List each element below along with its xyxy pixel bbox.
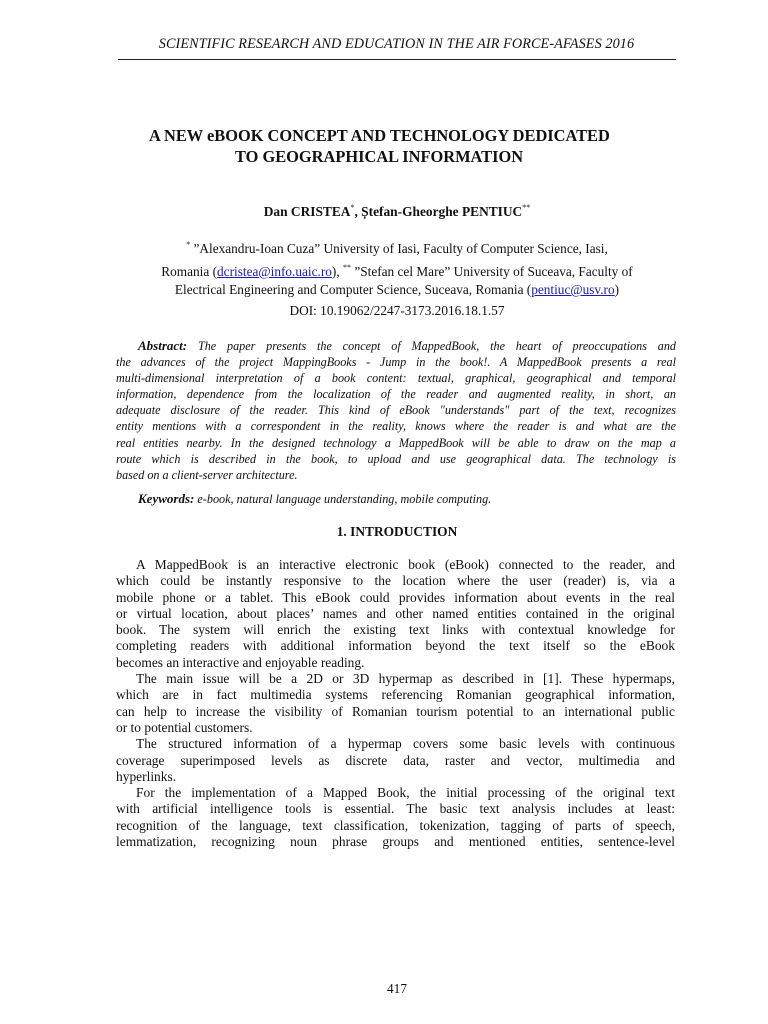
body-line: which could be instantly responsive to the location where the user (reader) is, via a	[116, 573, 675, 589]
email-link[interactable]: pentiuc@usv.ro	[531, 282, 615, 297]
abstract-line: the advances of the project MappingBooks - Jump in the book!. A MappedBook presents a real	[116, 355, 676, 370]
body-line: mobile phone or a tablet. This eBook could provides information about events in the real	[116, 589, 675, 605]
title-line-1: A NEW eBOOK CONCEPT AND TECHNOLOGY DEDICATED	[149, 126, 610, 145]
body-line: recognition of the language, text classification, tokenization, tagging of parts of speech,	[116, 817, 675, 833]
affiliation-mark: *	[350, 203, 355, 212]
email-link[interactable]: dcristea@info.uaic.ro	[217, 263, 332, 279]
author-name: Ștefan-Gheorghe PENTIUC	[361, 204, 523, 219]
body-line: coverage superimposed levels as discrete data, raster and vector, multimedia and	[116, 752, 675, 768]
body-line: or virtual location, about places’ names and other named entities contained in the original	[116, 605, 675, 621]
keywords	[138, 491, 491, 507]
abstract-line: multi-dimensional interpretation of a book content: textual, graphical, geographical and temporal	[116, 371, 676, 386]
body-line: becomes an interactive and enjoyable reading.	[116, 654, 365, 670]
body-line: The main issue will be a 2D or 3D hypermap as described in [1]. These hypermaps,	[136, 671, 675, 687]
body-text	[116, 557, 675, 850]
abstract-line: adequate disclosure of the reader. This kind of eBook "understands" part of the text, recognizes	[116, 403, 676, 418]
affiliation-line: * ”Alexandru-Ioan Cuza” University of Iasi, Faculty of Computer Science, Iasi,	[186, 240, 608, 256]
body-line: hyperlinks.	[116, 768, 177, 784]
keywords-label: Keywords:	[138, 491, 195, 506]
body-line: For the implementation of a Mapped Book, the initial processing of the original text	[136, 785, 675, 801]
body-line: which are in fact multimedia systems referencing Romanian geographical information,	[116, 687, 675, 703]
doi: DOI: 10.19062/2247-3173.2016.18.1.57	[289, 303, 505, 318]
abstract-line: real entities nearby. In the designed technology a MappedBook will be able to draw on the map a	[116, 435, 676, 450]
body-line: can help to increase the visibility of Romanian tourism potential to an international public	[116, 703, 675, 719]
abstract	[116, 338, 676, 483]
affiliations	[118, 236, 676, 300]
body-line: lemmatization, recognizing noun phrase groups and mentioned entities, sentence-level	[116, 834, 675, 850]
affiliation-mark: **	[343, 262, 351, 272]
abstract-line: route which is described in the book, to upload and use geographical data. The technology is	[116, 451, 676, 466]
abstract-label: Abstract:	[138, 338, 188, 353]
title-line-2: TO GEOGRAPHICAL INFORMATION	[235, 147, 524, 166]
body-line: book. The system will enrich the existing text links with contextual knowledge for	[116, 622, 675, 638]
section-heading: 1. INTRODUCTION	[336, 524, 458, 539]
abstract-line: Abstract: The paper presents the concept of MappedBook, the heart of preoccupations and	[138, 338, 676, 353]
affiliation-mark: **	[522, 203, 531, 212]
body-line: completing readers with additional information beyond the text itself so the eBook	[116, 638, 675, 654]
abstract-line: entity mentions with a correspondent in the reality, knows where the reader is and what are the	[116, 419, 676, 434]
author-name: Dan CRISTEA	[263, 204, 351, 219]
body-line: with artificial intelligence tools is essential. The basic text analysis includes at least:	[116, 801, 675, 817]
affiliation-line: Electrical Engineering and Computer Science, Suceava, Romania (pentiuc@usv.ro)	[174, 282, 620, 297]
header-divider	[118, 59, 676, 60]
author-list	[118, 203, 676, 220]
page-number: 417	[387, 981, 407, 996]
body-line: The structured information of a hypermap covers some basic levels with continuous	[136, 736, 675, 752]
abstract-line: based on a client-server architecture.	[116, 467, 298, 482]
running-header: SCIENTIFIC RESEARCH AND EDUCATION IN THE AIR FORCE-AFASES 2016	[158, 36, 635, 52]
affiliation-mark: *	[186, 240, 191, 249]
paper-title	[118, 125, 676, 167]
abstract-line: information, dependence from the localization of the reader and augmented reality, in short, an	[116, 387, 676, 402]
body-line: or to potential customers.	[116, 719, 253, 735]
author-separator: ,	[354, 204, 362, 219]
keywords-text: e-book, natural language understanding, mobile computing.	[194, 492, 492, 506]
body-line: A MappedBook is an interactive electronic book (eBook) connected to the reader, and	[136, 557, 675, 572]
affiliation-line: Romania (dcristea@info.uaic.ro), ** ”Stefan cel Mare” University of Suceava, Faculty of	[161, 262, 633, 279]
